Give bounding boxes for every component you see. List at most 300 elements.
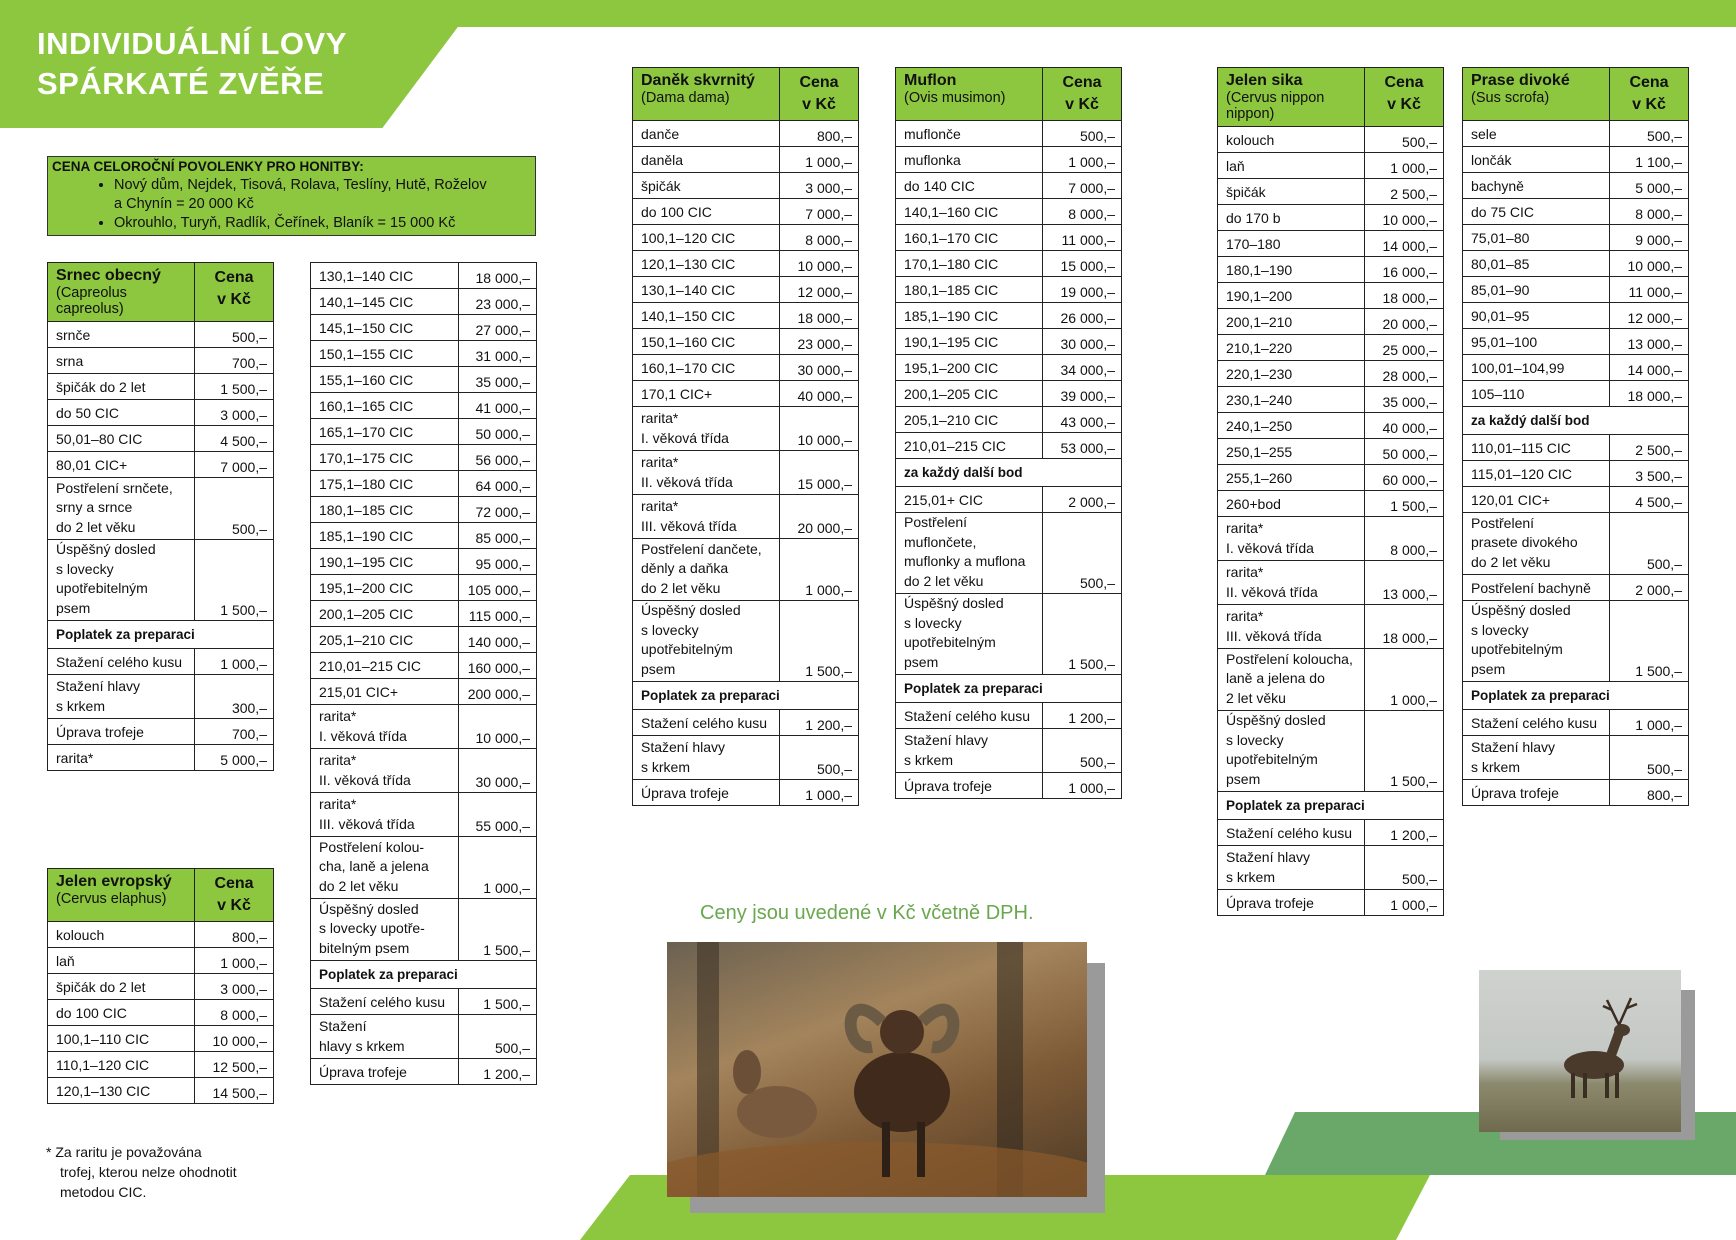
- species-latin-name: (Sus scrofa): [1471, 90, 1550, 106]
- item-price: 800,–: [1610, 780, 1689, 806]
- item-label: Stažení celého kusu: [311, 989, 459, 1015]
- item-label: 170,1–180 CIC: [896, 251, 1043, 277]
- table-row: [1218, 361, 1444, 387]
- table-row: [633, 199, 859, 225]
- table-row: [896, 381, 1122, 407]
- table-row: [1218, 820, 1444, 846]
- item-price: 13 000,–: [1365, 561, 1444, 605]
- item-price: 1 100,–: [1610, 147, 1689, 173]
- item-price: 1 000,–: [780, 780, 859, 806]
- item-price: 41 000,–: [459, 393, 537, 419]
- item-label: Úspěšný dosled s lovecky upotře- bitelným psem: [311, 899, 459, 961]
- section-label: Poplatek za preparaci: [48, 621, 274, 649]
- item-label: 250,1–255: [1218, 439, 1365, 465]
- item-label: 110,1–120 CIC: [48, 1052, 195, 1078]
- section-row: [48, 621, 274, 649]
- section-row: [1218, 792, 1444, 820]
- species-name: Prase divoké: [1471, 72, 1570, 89]
- item-price: 1 500,–: [1365, 711, 1444, 792]
- section-label: Poplatek za preparaci: [896, 675, 1122, 703]
- price-column-header: Cena v Kč: [195, 263, 274, 322]
- section-label: za každý další bod: [896, 459, 1122, 487]
- item-label: 90,01–95: [1463, 303, 1610, 329]
- item-price: 95 000,–: [459, 549, 537, 575]
- section-label: Poplatek za preparaci: [311, 961, 537, 989]
- item-price: 1 000,–: [1365, 890, 1444, 916]
- item-label: Postřelení prasete divokého do 2 let věku: [1463, 513, 1610, 575]
- vat-note: Ceny jsou uvedené v Kč včetně DPH.: [700, 902, 1034, 924]
- page-title: [37, 24, 347, 104]
- table-row: [1218, 491, 1444, 517]
- item-label: 80,01–85: [1463, 251, 1610, 277]
- item-label: lončák: [1463, 147, 1610, 173]
- item-label: Postřelení kolou- cha, laně a jelena do 2 let věku: [311, 837, 459, 899]
- item-price: 10 000,–: [780, 407, 859, 451]
- item-price: 2 500,–: [1610, 435, 1689, 461]
- table-row: [896, 407, 1122, 433]
- item-price: 28 000,–: [1365, 361, 1444, 387]
- item-label: rarita* II. věková třída: [633, 451, 780, 495]
- table-row: [1463, 173, 1689, 199]
- table-row: [1463, 329, 1689, 355]
- table-row: [1218, 649, 1444, 711]
- item-price: 55 000,–: [459, 793, 537, 837]
- table-row: [896, 199, 1122, 225]
- item-label: 100,1–110 CIC: [48, 1026, 195, 1052]
- table-row: [1463, 487, 1689, 513]
- table-header-row: [633, 68, 859, 121]
- item-price: 9 000,–: [1610, 225, 1689, 251]
- item-price: 15 000,–: [780, 451, 859, 495]
- item-price: 1 500,–: [780, 601, 859, 682]
- item-label: sele: [1463, 121, 1610, 147]
- item-label: 120,1–130 CIC: [633, 251, 780, 277]
- item-price: 8 000,–: [1043, 199, 1122, 225]
- item-price: 1 500,–: [195, 374, 274, 400]
- item-price: 500,–: [1610, 121, 1689, 147]
- species-name: Srnec obecný: [56, 267, 161, 284]
- table-header-row: [896, 68, 1122, 121]
- item-price: 1 500,–: [459, 899, 537, 961]
- top-accent-bar: [440, 0, 1736, 27]
- item-label: do 50 CIC: [48, 400, 195, 426]
- table-row: [896, 303, 1122, 329]
- table-row: [1218, 283, 1444, 309]
- item-price: 160 000,–: [459, 653, 537, 679]
- item-label: 230,1–240: [1218, 387, 1365, 413]
- item-label: 205,1–210 CIC: [896, 407, 1043, 433]
- species-latin-name: (Cervus elaphus): [56, 891, 167, 907]
- item-price: 1 000,–: [780, 147, 859, 173]
- table-row: [311, 679, 537, 705]
- item-label: Úspěšný dosled s lovecky upotřebitelným psem: [1218, 711, 1365, 792]
- table-row: [48, 974, 274, 1000]
- item-label: 130,1–140 CIC: [633, 277, 780, 303]
- item-price: 30 000,–: [780, 355, 859, 381]
- item-price: 500,–: [1043, 513, 1122, 594]
- item-label: 105–110: [1463, 381, 1610, 407]
- item-label: 215,01+ CIC: [896, 487, 1043, 513]
- item-label: do 170 b: [1218, 205, 1365, 231]
- item-price: 14 000,–: [1610, 355, 1689, 381]
- item-label: 180,1–185 CIC: [311, 497, 459, 523]
- item-price: 500,–: [1043, 729, 1122, 773]
- item-label: 115,01–120 CIC: [1463, 461, 1610, 487]
- table-row: [896, 513, 1122, 594]
- table-row: [1218, 387, 1444, 413]
- table-row: [1218, 309, 1444, 335]
- table-row: [633, 780, 859, 806]
- table-row: [1218, 517, 1444, 561]
- item-label: 260+bod: [1218, 491, 1365, 517]
- table-row: [48, 374, 274, 400]
- table-row: [311, 989, 537, 1015]
- item-label: Úspěšný dosled s lovecky upotřebitelným psem: [48, 540, 195, 621]
- table-row: [896, 329, 1122, 355]
- table-row: [48, 1078, 274, 1104]
- item-price: 40 000,–: [780, 381, 859, 407]
- item-label: bachyně: [1463, 173, 1610, 199]
- item-price: 5 000,–: [1610, 173, 1689, 199]
- item-price: 43 000,–: [1043, 407, 1122, 433]
- table-row: [311, 393, 537, 419]
- species-latin-name: nippon): [1226, 106, 1275, 122]
- table-row: [1463, 575, 1689, 601]
- item-price: 12 000,–: [780, 277, 859, 303]
- table-row: [1463, 225, 1689, 251]
- table-row: [896, 147, 1122, 173]
- table-row: [633, 251, 859, 277]
- item-price: 500,–: [195, 478, 274, 540]
- item-label: 155,1–160 CIC: [311, 367, 459, 393]
- table-header-row: [1463, 68, 1689, 121]
- item-price: 50 000,–: [459, 419, 537, 445]
- item-label: 200,1–205 CIC: [311, 601, 459, 627]
- table-row: [311, 601, 537, 627]
- item-label: Úprava trofeje: [1463, 780, 1610, 806]
- species-name: Jelen sika: [1226, 72, 1303, 89]
- permit-price-box: [47, 156, 536, 236]
- item-price: 500,–: [1043, 121, 1122, 147]
- species-latin-name: (Dama dama): [641, 90, 730, 106]
- item-label: daněla: [633, 147, 780, 173]
- item-label: špičák do 2 let: [48, 974, 195, 1000]
- section-label: Poplatek za preparaci: [1463, 682, 1689, 710]
- item-label: 200,1–210: [1218, 309, 1365, 335]
- item-label: 140,1–160 CIC: [896, 199, 1043, 225]
- item-label: 190,1–195 CIC: [311, 549, 459, 575]
- item-price: 1 000,–: [195, 948, 274, 974]
- table-row: [1218, 231, 1444, 257]
- species-latin-name: (Cervus nippon: [1226, 90, 1325, 106]
- item-price: 800,–: [195, 922, 274, 948]
- item-label: 120,01 CIC+: [1463, 487, 1610, 513]
- item-price: 1 500,–: [1610, 601, 1689, 682]
- item-label: 170–180: [1218, 231, 1365, 257]
- species-latin-name: (Ovis musimon): [904, 90, 1006, 106]
- table-row: [311, 263, 537, 289]
- item-price: 7 000,–: [780, 199, 859, 225]
- species-header: [896, 68, 1043, 121]
- price-column-header: Cena v Kč: [1043, 68, 1122, 121]
- table-row: [311, 793, 537, 837]
- item-price: 64 000,–: [459, 471, 537, 497]
- item-price: 27 000,–: [459, 315, 537, 341]
- species-latin-name: (Capreolus: [56, 285, 127, 301]
- item-label: rarita* I. věková třída: [1218, 517, 1365, 561]
- item-label: Postřelení srnčete, srny a srnce do 2 let věku: [48, 478, 195, 540]
- table-row: [48, 322, 274, 348]
- table-row: [633, 355, 859, 381]
- item-label: 190,1–200: [1218, 283, 1365, 309]
- table-row: [633, 121, 859, 147]
- section-row: [1463, 682, 1689, 710]
- item-label: 160,1–165 CIC: [311, 393, 459, 419]
- item-price: 800,–: [780, 121, 859, 147]
- item-price: 4 500,–: [195, 426, 274, 452]
- table-row: [311, 549, 537, 575]
- item-label: Stažení celého kusu: [633, 710, 780, 736]
- table-row: [896, 355, 1122, 381]
- item-label: špičák do 2 let: [48, 374, 195, 400]
- item-label: muflonka: [896, 147, 1043, 173]
- item-price: 10 000,–: [1365, 205, 1444, 231]
- item-price: 115 000,–: [459, 601, 537, 627]
- item-label: 190,1–195 CIC: [896, 329, 1043, 355]
- item-label: laň: [1218, 153, 1365, 179]
- price-table-muflon: [895, 67, 1122, 799]
- table-header-row: [48, 869, 274, 922]
- item-price: 1 000,–: [459, 837, 537, 899]
- section-label: Poplatek za preparaci: [633, 682, 859, 710]
- table-row: [633, 147, 859, 173]
- item-label: Postřelení bachyně: [1463, 575, 1610, 601]
- item-label: srna: [48, 348, 195, 374]
- table-row: [48, 540, 274, 621]
- table-row: [1463, 147, 1689, 173]
- table-row: [1218, 890, 1444, 916]
- item-label: 170,1 CIC+: [633, 381, 780, 407]
- item-label: Úspěšný dosled s lovecky upotřebitelným psem: [1463, 601, 1610, 682]
- table-row: [311, 1059, 537, 1085]
- item-label: Stažení hlavy s krkem: [1463, 736, 1610, 780]
- item-price: 40 000,–: [1365, 413, 1444, 439]
- permit-item-1: • Nový dům, Nejdek, Tisová, Rolava, Teslíny, Hutě, Roželov a Chynín = 20 000 Kč: [114, 176, 531, 214]
- item-label: Stažení celého kusu: [48, 649, 195, 675]
- item-label: 195,1–200 CIC: [896, 355, 1043, 381]
- item-label: Stažení hlavy s krkem: [1218, 846, 1365, 890]
- table-row: [311, 705, 537, 749]
- item-label: 180,1–190: [1218, 257, 1365, 283]
- table-row: [1463, 121, 1689, 147]
- item-price: 500,–: [1365, 846, 1444, 890]
- item-price: 1 200,–: [780, 710, 859, 736]
- item-price: 105 000,–: [459, 575, 537, 601]
- table-row: [48, 649, 274, 675]
- item-label: 160,1–170 CIC: [896, 225, 1043, 251]
- item-price: 1 000,–: [195, 649, 274, 675]
- item-price: 300,–: [195, 675, 274, 719]
- item-label: 175,1–180 CIC: [311, 471, 459, 497]
- table-row: [311, 1015, 537, 1059]
- table-row: [896, 225, 1122, 251]
- item-price: 8 000,–: [1610, 199, 1689, 225]
- deer-photo: [1479, 970, 1681, 1132]
- table-row: [896, 729, 1122, 773]
- table-row: [48, 400, 274, 426]
- table-row: [48, 426, 274, 452]
- item-price: 60 000,–: [1365, 465, 1444, 491]
- table-row: [1218, 153, 1444, 179]
- table-row: [1218, 711, 1444, 792]
- item-label: kolouch: [1218, 127, 1365, 153]
- price-column-header: Cena v Kč: [780, 68, 859, 121]
- table-row: [633, 451, 859, 495]
- red-deer-illustration: [1479, 970, 1681, 1132]
- price-table-jelen-sika: [1217, 67, 1444, 916]
- item-price: 26 000,–: [1043, 303, 1122, 329]
- table-row: [896, 121, 1122, 147]
- item-label: 110,01–115 CIC: [1463, 435, 1610, 461]
- item-label: 185,1–190 CIC: [896, 303, 1043, 329]
- table-row: [633, 736, 859, 780]
- mouflon-illustration: [667, 942, 1087, 1197]
- item-price: 2 000,–: [1610, 575, 1689, 601]
- price-table-srnec: [47, 262, 274, 771]
- item-price: 23 000,–: [780, 329, 859, 355]
- title-line-1: INDIVIDUÁLNÍ LOVY: [37, 26, 347, 61]
- table-row: [48, 348, 274, 374]
- item-label: 140,1–145 CIC: [311, 289, 459, 315]
- table-row: [896, 173, 1122, 199]
- section-row: [633, 682, 859, 710]
- item-label: 220,1–230: [1218, 361, 1365, 387]
- item-price: 1 200,–: [459, 1059, 537, 1085]
- table-row: [48, 1000, 274, 1026]
- species-header: [48, 869, 195, 922]
- item-price: 53 000,–: [1043, 433, 1122, 459]
- item-label: dančе: [633, 121, 780, 147]
- table-row: [48, 745, 274, 771]
- item-price: 1 000,–: [1365, 649, 1444, 711]
- item-price: 1 000,–: [780, 539, 859, 601]
- table-row: [896, 251, 1122, 277]
- section-row: [311, 961, 537, 989]
- item-price: 30 000,–: [1043, 329, 1122, 355]
- table-row: [1218, 439, 1444, 465]
- table-row: [311, 367, 537, 393]
- table-row: [311, 445, 537, 471]
- table-row: [1218, 205, 1444, 231]
- table-row: [1218, 179, 1444, 205]
- item-price: 3 000,–: [195, 400, 274, 426]
- item-label: do 100 CIC: [633, 199, 780, 225]
- item-price: 500,–: [195, 322, 274, 348]
- item-price: 8 000,–: [780, 225, 859, 251]
- price-table-danek: [632, 67, 859, 806]
- item-label: 195,1–200 CIC: [311, 575, 459, 601]
- item-price: 11 000,–: [1043, 225, 1122, 251]
- table-row: [633, 407, 859, 451]
- table-row: [1463, 736, 1689, 780]
- item-label: laň: [48, 948, 195, 974]
- item-label: Úspěšný dosled s lovecky upotřebitelným psem: [896, 594, 1043, 675]
- table-row: [1218, 413, 1444, 439]
- table-row: [48, 478, 274, 540]
- item-price: 1 500,–: [195, 540, 274, 621]
- item-label: špičák: [633, 173, 780, 199]
- item-label: 100,1–120 CIC: [633, 225, 780, 251]
- item-label: 180,1–185 CIC: [896, 277, 1043, 303]
- table-row: [1463, 461, 1689, 487]
- item-price: 18 000,–: [1365, 283, 1444, 309]
- item-label: 210,01–215 CIC: [896, 433, 1043, 459]
- item-price: 500,–: [780, 736, 859, 780]
- item-label: rarita* II. věková třída: [1218, 561, 1365, 605]
- table-row: [48, 922, 274, 948]
- table-row: [311, 497, 537, 523]
- table-row: [48, 1052, 274, 1078]
- species-name: Daněk skvrnitý: [641, 72, 755, 89]
- item-label: 210,1–220: [1218, 335, 1365, 361]
- table-row: [1463, 780, 1689, 806]
- item-label: Úprava trofeje: [1218, 890, 1365, 916]
- table-row: [1463, 381, 1689, 407]
- table-row: [633, 539, 859, 601]
- table-row: [633, 601, 859, 682]
- item-price: 5 000,–: [195, 745, 274, 771]
- item-price: 19 000,–: [1043, 277, 1122, 303]
- item-label: 255,1–260: [1218, 465, 1365, 491]
- table-row: [311, 653, 537, 679]
- item-label: 80,01 CIC+: [48, 452, 195, 478]
- table-row: [311, 575, 537, 601]
- item-price: 500,–: [1610, 736, 1689, 780]
- item-label: 160,1–170 CIC: [633, 355, 780, 381]
- table-row: [311, 471, 537, 497]
- item-label: 205,1–210 CIC: [311, 627, 459, 653]
- item-label: 85,01–90: [1463, 277, 1610, 303]
- price-table-prase: [1462, 67, 1689, 806]
- item-label: Stažení hlavy s krkem: [48, 675, 195, 719]
- table-row: [896, 433, 1122, 459]
- species-header: [48, 263, 195, 322]
- item-label: do 100 CIC: [48, 1000, 195, 1026]
- item-price: 14 500,–: [195, 1078, 274, 1104]
- item-price: 10 000,–: [780, 251, 859, 277]
- item-price: 14 000,–: [1365, 231, 1444, 257]
- item-price: 30 000,–: [459, 749, 537, 793]
- item-price: 1 000,–: [1043, 773, 1122, 799]
- table-row: [896, 277, 1122, 303]
- item-label: 200,1–205 CIC: [896, 381, 1043, 407]
- mouflon-photo: [667, 942, 1087, 1197]
- table-row: [1463, 303, 1689, 329]
- table-row: [1218, 127, 1444, 153]
- item-price: 500,–: [1365, 127, 1444, 153]
- rarity-footnote: * Za raritu je považována trofej, kterou nelze ohodnotit metodou CIC.: [46, 1144, 237, 1200]
- item-label: Úprava trofeje: [311, 1059, 459, 1085]
- permit-heading: CENA CELOROČNÍ POVOLENKY PRO HONITBY:: [52, 159, 364, 174]
- item-label: do 140 CIC: [896, 173, 1043, 199]
- item-label: 145,1–150 CIC: [311, 315, 459, 341]
- section-row: [1463, 407, 1689, 435]
- item-price: 3 000,–: [195, 974, 274, 1000]
- item-label: rarita* I. věková třída: [633, 407, 780, 451]
- item-label: Stažení hlavy s krkem: [311, 1015, 459, 1059]
- item-label: 170,1–175 CIC: [311, 445, 459, 471]
- table-row: [311, 315, 537, 341]
